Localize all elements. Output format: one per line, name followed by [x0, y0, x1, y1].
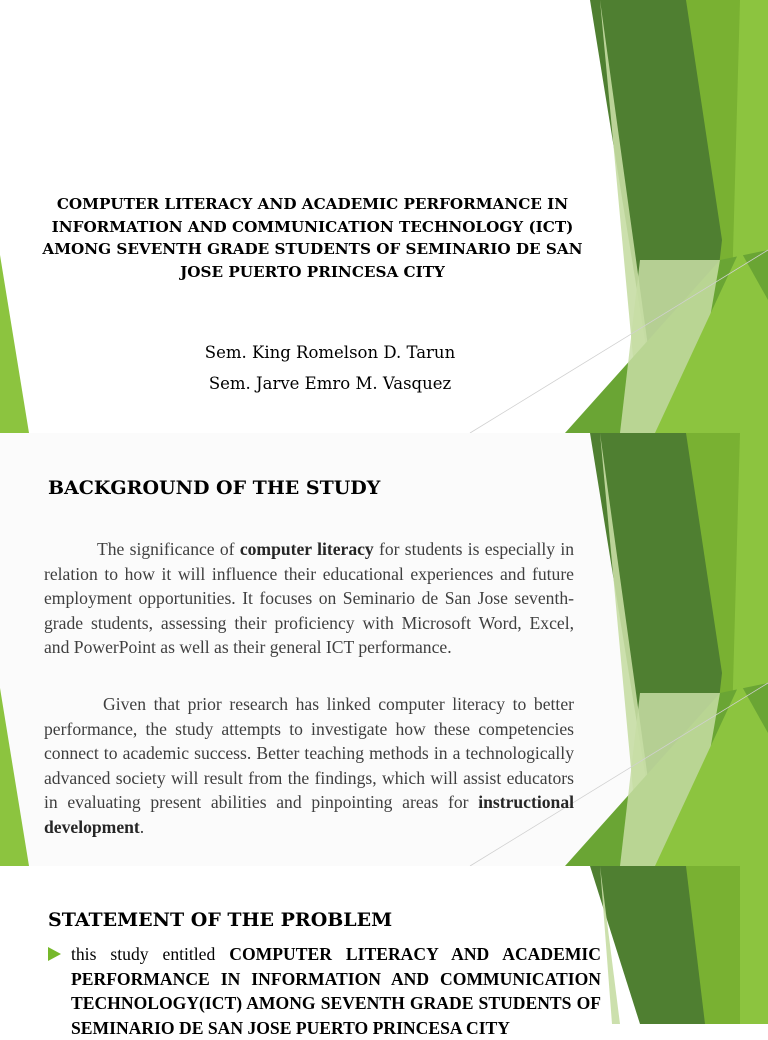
bold-title: COMPUTER LITERACY AND ACADEMIC PERFORMANCE IN INFORMATION AND COMMUNICATION TECHNOLOGY(ICT) AMONG SEVENTH GRADE STUDENTS OF SEMINARIO DE SAN JOSE PUERTO PRINCESA CITY — [71, 944, 601, 1038]
problem-slide — [0, 866, 768, 1038]
section-heading: STATEMENT OF THE PROBLEM — [48, 909, 393, 931]
body-paragraph: The significance of computer literacy for students is especially in relation to how it will influence their educational experiences and future employment opportunities. It focuses on Seminario de San Jose seventh-grade students, assessing their proficiency with Microsoft Word, Excel, and PowerPoint as well as their general ICT performance. — [44, 539, 575, 658]
author-name: Sem. King Romelson D. Tarun — [204, 343, 456, 362]
arrow-bullet-icon — [48, 946, 62, 962]
presentation-title: COMPUTER LITERACY AND ACADEMIC PERFORMANCE IN INFORMATION AND COMMUNICATION TECHNOLOGY (ICT) AMONG SEVENTH GRADE STUDENTS OF SEMINARIO DE SAN JOSE PUERTO PRINCESA CITY — [42, 195, 583, 281]
body-paragraph: Given that prior research has linked computer literacy to better performance, the study attempts to investigate how these competencies connect to academic success. Better teaching methods in a technologically advanced society will result from the findings, which will assist educators in evaluating present abilities and pinpointing areas for instructional development. — [44, 694, 574, 837]
bold-term: computer literacy — [239, 539, 374, 559]
author-name: Sem. Jarve Emro M. Vasquez — [208, 374, 452, 393]
bold-term: instructional development — [44, 792, 574, 837]
bullet-text: this study entitled COMPUTER LITERACY AND ACADEMIC PERFORMANCE IN INFORMATION AND COMMUNICATION TECHNOLOGY(ICT) AMONG SEVENTH GRADE STUDENTS OF SEMINARIO DE SAN JOSE PUERTO PRINCESA CITY — [71, 944, 601, 1038]
background-slide — [0, 433, 768, 866]
section-heading: BACKGROUND OF THE STUDY — [48, 477, 381, 499]
title-slide — [0, 0, 768, 433]
